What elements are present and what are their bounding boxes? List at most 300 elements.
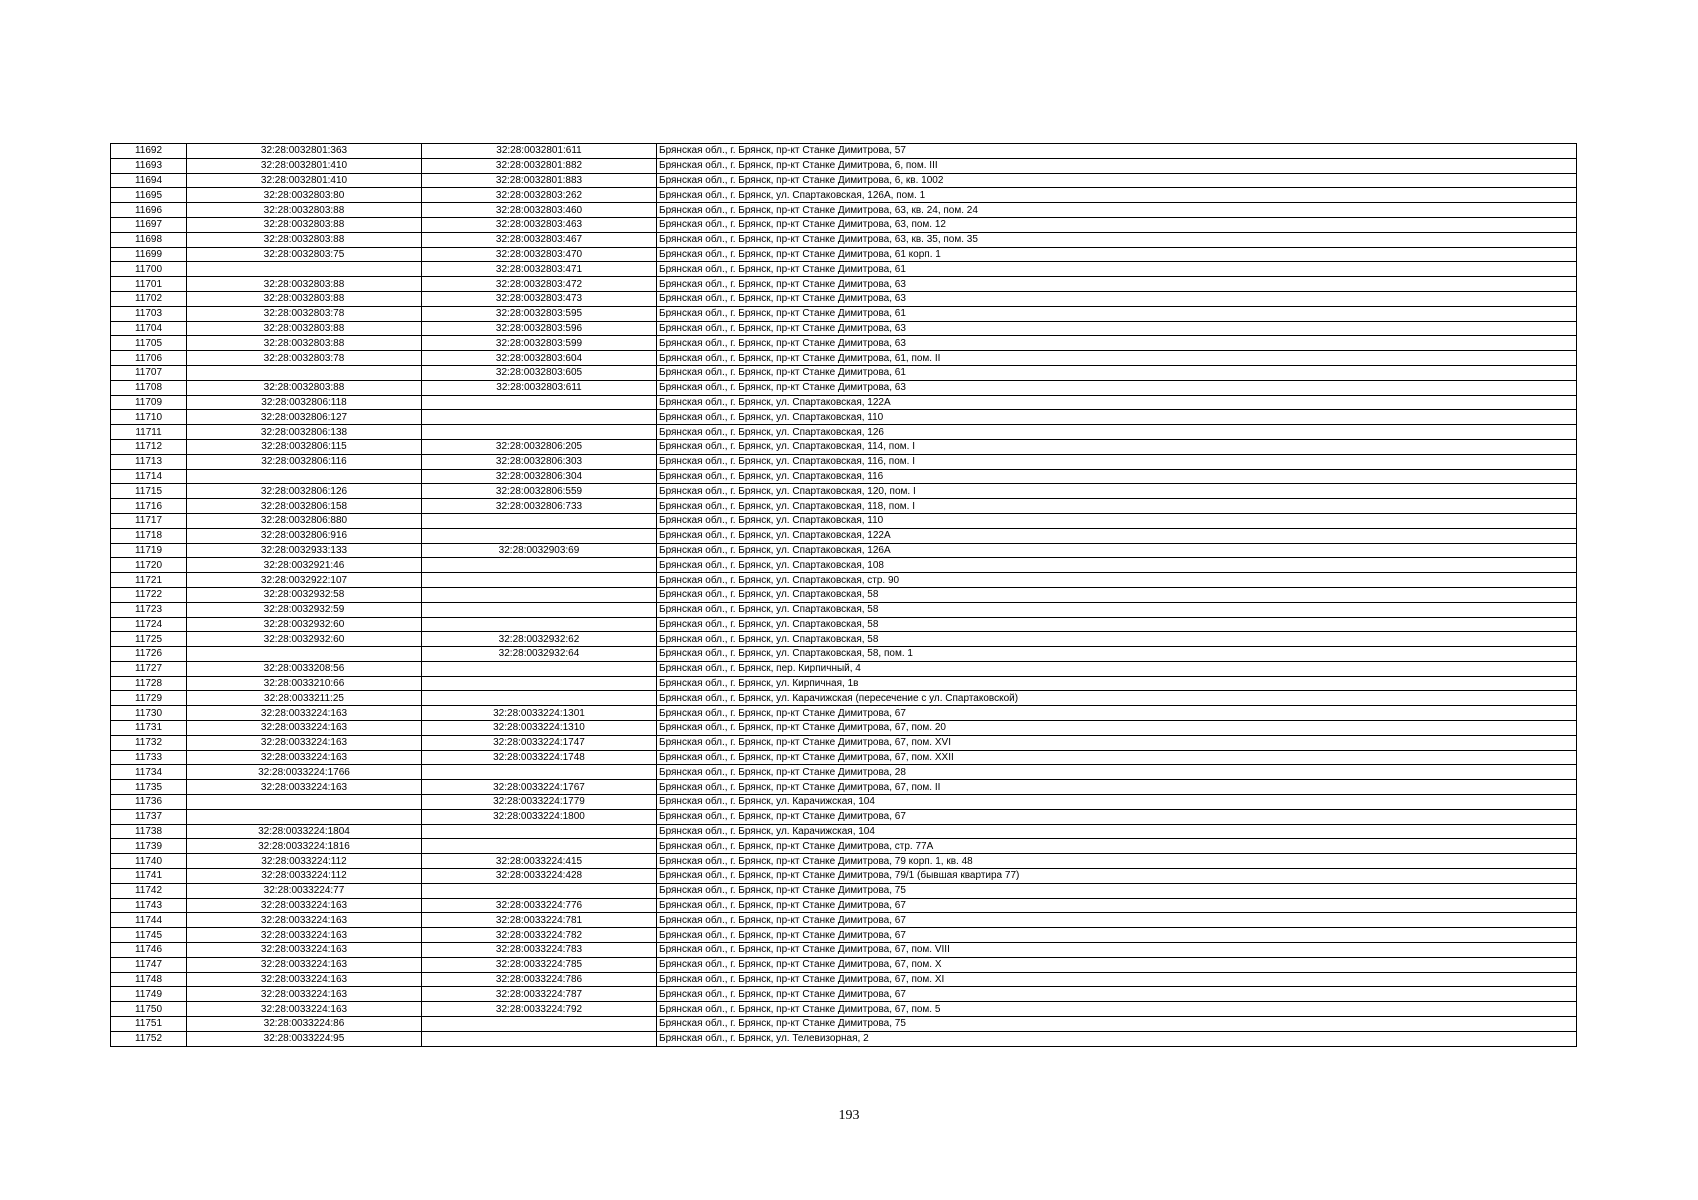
table-row — [111, 972, 1577, 987]
table-row — [111, 854, 1577, 869]
related-cadastral-number-cell: 32:28:0032803:604 — [422, 351, 657, 366]
related-cadastral-number-cell: 32:28:0032803:471 — [422, 262, 657, 277]
related-cadastral-number-cell: 32:28:0032803:596 — [422, 321, 657, 336]
address-cell: Брянская обл., г. Брянск, пр-кт Станке Димитрова, 63 — [657, 321, 1577, 336]
related-cadastral-number-cell: 32:28:0033224:786 — [422, 972, 657, 987]
row-number-cell: 11712 — [111, 439, 187, 454]
related-cadastral-number-cell — [422, 573, 657, 588]
address-cell: Брянская обл., г. Брянск, пр-кт Станке Димитрова, 28 — [657, 765, 1577, 780]
table-row — [111, 395, 1577, 410]
cadastral-number-cell: 32:28:0032932:58 — [187, 587, 422, 602]
address-cell: Брянская обл., г. Брянск, ул. Спартаковская, стр. 90 — [657, 573, 1577, 588]
related-cadastral-number-cell: 32:28:0033224:776 — [422, 898, 657, 913]
address-cell: Брянская обл., г. Брянск, пр-кт Станке Димитрова, 63, кв. 24, пом. 24 — [657, 203, 1577, 218]
address-cell: Брянская обл., г. Брянск, ул. Спартаковская, 110 — [657, 410, 1577, 425]
related-cadastral-number-cell: 32:28:0033224:1800 — [422, 809, 657, 824]
row-number-cell: 11709 — [111, 395, 187, 410]
row-number-cell: 11702 — [111, 291, 187, 306]
table-row — [111, 262, 1577, 277]
row-number-cell: 11693 — [111, 158, 187, 173]
related-cadastral-number-cell — [422, 617, 657, 632]
cadastral-number-cell: 32:28:0033224:163 — [187, 987, 422, 1002]
address-cell: Брянская обл., г. Брянск, пр-кт Станке Димитрова, 61 — [657, 262, 1577, 277]
cadastral-number-cell: 32:28:0033224:112 — [187, 869, 422, 884]
row-number-cell: 11743 — [111, 898, 187, 913]
address-cell: Брянская обл., г. Брянск, ул. Спартаковская, 110 — [657, 513, 1577, 528]
row-number-cell: 11737 — [111, 809, 187, 824]
related-cadastral-number-cell: 32:28:0032803:599 — [422, 336, 657, 351]
related-cadastral-number-cell: 32:28:0033224:1747 — [422, 735, 657, 750]
table-row — [111, 1031, 1577, 1046]
address-cell: Брянская обл., г. Брянск, пр-кт Станке Димитрова, 67, пом. 5 — [657, 1002, 1577, 1017]
row-number-cell: 11745 — [111, 928, 187, 943]
address-cell: Брянская обл., г. Брянск, ул. Спартаковская, 116, пом. I — [657, 454, 1577, 469]
row-number-cell: 11734 — [111, 765, 187, 780]
address-cell: Брянская обл., г. Брянск, ул. Карачижская (пересечение с ул. Спартаковской) — [657, 691, 1577, 706]
row-number-cell: 11738 — [111, 824, 187, 839]
row-number-cell: 11736 — [111, 795, 187, 810]
address-cell: Брянская обл., г. Брянск, пр-кт Станке Димитрова, 63 — [657, 277, 1577, 292]
row-number-cell: 11698 — [111, 232, 187, 247]
related-cadastral-number-cell: 32:28:0032803:467 — [422, 232, 657, 247]
row-number-cell: 11716 — [111, 499, 187, 514]
related-cadastral-number-cell — [422, 839, 657, 854]
row-number-cell: 11714 — [111, 469, 187, 484]
cadastral-number-cell: 32:28:0032803:88 — [187, 380, 422, 395]
table-row — [111, 765, 1577, 780]
address-cell: Брянская обл., г. Брянск, пр-кт Станке Димитрова, 61 — [657, 365, 1577, 380]
row-number-cell: 11722 — [111, 587, 187, 602]
address-cell: Брянская обл., г. Брянск, ул. Спартаковская, 58 — [657, 632, 1577, 647]
related-cadastral-number-cell: 32:28:0032903:69 — [422, 543, 657, 558]
related-cadastral-number-cell — [422, 691, 657, 706]
row-number-cell: 11730 — [111, 706, 187, 721]
table-row — [111, 706, 1577, 721]
table-row — [111, 217, 1577, 232]
cadastral-number-cell: 32:28:0032806:127 — [187, 410, 422, 425]
related-cadastral-number-cell: 32:28:0032806:733 — [422, 499, 657, 514]
table-row — [111, 691, 1577, 706]
row-number-cell: 11741 — [111, 869, 187, 884]
related-cadastral-number-cell: 32:28:0033224:785 — [422, 957, 657, 972]
row-number-cell: 11752 — [111, 1031, 187, 1046]
table-row — [111, 203, 1577, 218]
related-cadastral-number-cell — [422, 1017, 657, 1032]
related-cadastral-number-cell: 32:28:0032803:605 — [422, 365, 657, 380]
related-cadastral-number-cell — [422, 676, 657, 691]
address-cell: Брянская обл., г. Брянск, ул. Спартаковская, 122А — [657, 528, 1577, 543]
cadastral-number-cell: 32:28:0033224:77 — [187, 883, 422, 898]
cadastral-number-cell: 32:28:0033224:163 — [187, 913, 422, 928]
table-row — [111, 321, 1577, 336]
related-cadastral-number-cell: 32:28:0032932:64 — [422, 647, 657, 662]
related-cadastral-number-cell: 32:28:0033224:1301 — [422, 706, 657, 721]
address-cell: Брянская обл., г. Брянск, пр-кт Станке Димитрова, 79/1 (бывшая квартира 77) — [657, 869, 1577, 884]
address-cell: Брянская обл., г. Брянск, пр-кт Станке Димитрова, 75 — [657, 1017, 1577, 1032]
table-row — [111, 750, 1577, 765]
row-number-cell: 11726 — [111, 647, 187, 662]
related-cadastral-number-cell: 32:28:0032806:304 — [422, 469, 657, 484]
related-cadastral-number-cell: 32:28:0032806:559 — [422, 484, 657, 499]
cadastral-number-cell: 32:28:0032921:46 — [187, 558, 422, 573]
row-number-cell: 11735 — [111, 780, 187, 795]
table-row — [111, 410, 1577, 425]
related-cadastral-number-cell: 32:28:0033224:1748 — [422, 750, 657, 765]
row-number-cell: 11731 — [111, 721, 187, 736]
row-number-cell: 11704 — [111, 321, 187, 336]
cadastral-number-cell: 32:28:0033224:1804 — [187, 824, 422, 839]
cadastral-number-cell: 32:28:0032932:60 — [187, 617, 422, 632]
row-number-cell: 11711 — [111, 425, 187, 440]
cadastral-number-cell: 32:28:0032803:75 — [187, 247, 422, 262]
row-number-cell: 11701 — [111, 277, 187, 292]
cadastral-number-cell: 32:28:0032933:133 — [187, 543, 422, 558]
table-row — [111, 869, 1577, 884]
cadastral-number-cell: 32:28:0033224:163 — [187, 928, 422, 943]
row-number-cell: 11748 — [111, 972, 187, 987]
related-cadastral-number-cell: 32:28:0032803:595 — [422, 306, 657, 321]
table-row — [111, 454, 1577, 469]
table-row — [111, 469, 1577, 484]
related-cadastral-number-cell: 32:28:0033224:1310 — [422, 721, 657, 736]
related-cadastral-number-cell — [422, 824, 657, 839]
cadastral-number-cell: 32:28:0032803:88 — [187, 277, 422, 292]
row-number-cell: 11721 — [111, 573, 187, 588]
row-number-cell: 11700 — [111, 262, 187, 277]
related-cadastral-number-cell — [422, 528, 657, 543]
table-row — [111, 661, 1577, 676]
table-row — [111, 188, 1577, 203]
cadastral-number-cell: 32:28:0032806:116 — [187, 454, 422, 469]
cadastral-number-cell: 32:28:0033224:163 — [187, 750, 422, 765]
cadastral-number-cell: 32:28:0032803:88 — [187, 321, 422, 336]
row-number-cell: 11692 — [111, 144, 187, 159]
row-number-cell: 11718 — [111, 528, 187, 543]
table-row — [111, 513, 1577, 528]
row-number-cell: 11747 — [111, 957, 187, 972]
table-row — [111, 247, 1577, 262]
cadastral-number-cell: 32:28:0033224:112 — [187, 854, 422, 869]
row-number-cell: 11703 — [111, 306, 187, 321]
address-cell: Брянская обл., г. Брянск, пр-кт Станке Димитрова, 63 — [657, 380, 1577, 395]
address-cell: Брянская обл., г. Брянск, пр-кт Станке Димитрова, 67 — [657, 987, 1577, 1002]
table-row — [111, 602, 1577, 617]
table-row — [111, 987, 1577, 1002]
cadastral-number-cell: 32:28:0032803:88 — [187, 336, 422, 351]
cadastral-number-cell — [187, 262, 422, 277]
related-cadastral-number-cell: 32:28:0033224:1779 — [422, 795, 657, 810]
address-cell: Брянская обл., г. Брянск, ул. Спартаковская, 118, пом. I — [657, 499, 1577, 514]
cadastral-number-cell: 32:28:0032801:410 — [187, 158, 422, 173]
related-cadastral-number-cell: 32:28:0032932:62 — [422, 632, 657, 647]
cadastral-number-cell: 32:28:0033224:163 — [187, 898, 422, 913]
address-cell: Брянская обл., г. Брянск, ул. Спартаковская, 58 — [657, 587, 1577, 602]
related-cadastral-number-cell — [422, 602, 657, 617]
related-cadastral-number-cell: 32:28:0032801:611 — [422, 144, 657, 159]
address-cell: Брянская обл., г. Брянск, пр-кт Станке Димитрова, 67 — [657, 809, 1577, 824]
related-cadastral-number-cell — [422, 1031, 657, 1046]
table-row — [111, 573, 1577, 588]
cadastral-number-cell: 32:28:0033211:25 — [187, 691, 422, 706]
address-cell: Брянская обл., г. Брянск, пр-кт Станке Димитрова, 67, пом. XVI — [657, 735, 1577, 750]
address-cell: Брянская обл., г. Брянск, пр-кт Станке Димитрова, 63 — [657, 336, 1577, 351]
cadastral-number-cell: 32:28:0032803:80 — [187, 188, 422, 203]
table-row — [111, 439, 1577, 454]
related-cadastral-number-cell — [422, 425, 657, 440]
cadastral-number-cell: 32:28:0033224:1816 — [187, 839, 422, 854]
table-row — [111, 824, 1577, 839]
table-row — [111, 943, 1577, 958]
cadastral-number-cell: 32:28:0032932:59 — [187, 602, 422, 617]
address-cell: Брянская обл., г. Брянск, пер. Кирпичный, 4 — [657, 661, 1577, 676]
cadastral-number-cell: 32:28:0033224:163 — [187, 780, 422, 795]
cadastral-number-cell: 32:28:0033224:95 — [187, 1031, 422, 1046]
related-cadastral-number-cell: 32:28:0033224:792 — [422, 1002, 657, 1017]
row-number-cell: 11744 — [111, 913, 187, 928]
table-row — [111, 839, 1577, 854]
page-number: 193 — [838, 1108, 860, 1123]
address-cell: Брянская обл., г. Брянск, пр-кт Станке Димитрова, 6, пом. III — [657, 158, 1577, 173]
row-number-cell: 11713 — [111, 454, 187, 469]
address-cell: Брянская обл., г. Брянск, ул. Спартаковская, 58 — [657, 602, 1577, 617]
table-row — [111, 809, 1577, 824]
cadastral-number-cell: 32:28:0032803:88 — [187, 203, 422, 218]
row-number-cell: 11750 — [111, 1002, 187, 1017]
table-row — [111, 336, 1577, 351]
table-row — [111, 587, 1577, 602]
address-cell: Брянская обл., г. Брянск, пр-кт Станке Димитрова, 63, кв. 35, пом. 35 — [657, 232, 1577, 247]
cadastral-number-cell: 32:28:0032806:158 — [187, 499, 422, 514]
row-number-cell: 11723 — [111, 602, 187, 617]
table-row — [111, 558, 1577, 573]
table-row — [111, 795, 1577, 810]
row-number-cell: 11727 — [111, 661, 187, 676]
cadastral-number-cell — [187, 795, 422, 810]
row-number-cell: 11697 — [111, 217, 187, 232]
row-number-cell: 11707 — [111, 365, 187, 380]
address-cell: Брянская обл., г. Брянск, пр-кт Станке Димитрова, 79 корп. 1, кв. 48 — [657, 854, 1577, 869]
related-cadastral-number-cell: 32:28:0032803:460 — [422, 203, 657, 218]
related-cadastral-number-cell: 32:28:0033224:787 — [422, 987, 657, 1002]
cadastral-number-cell: 32:28:0032801:410 — [187, 173, 422, 188]
address-cell: Брянская обл., г. Брянск, ул. Карачижская, 104 — [657, 795, 1577, 810]
address-cell: Брянская обл., г. Брянск, пр-кт Станке Димитрова, 67, пом. XXII — [657, 750, 1577, 765]
address-cell: Брянская обл., г. Брянск, ул. Кирпичная, 1в — [657, 676, 1577, 691]
address-cell: Брянская обл., г. Брянск, ул. Спартаковская, 58 — [657, 617, 1577, 632]
row-number-cell: 11706 — [111, 351, 187, 366]
related-cadastral-number-cell — [422, 765, 657, 780]
address-cell: Брянская обл., г. Брянск, ул. Спартаковская, 114, пом. I — [657, 439, 1577, 454]
related-cadastral-number-cell: 32:28:0033224:781 — [422, 913, 657, 928]
table-row — [111, 617, 1577, 632]
cadastral-number-cell: 32:28:0032803:88 — [187, 232, 422, 247]
cadastral-number-cell: 32:28:0032922:107 — [187, 573, 422, 588]
address-cell: Брянская обл., г. Брянск, пр-кт Станке Димитрова, 67, пом. 20 — [657, 721, 1577, 736]
table-row — [111, 499, 1577, 514]
related-cadastral-number-cell — [422, 513, 657, 528]
table-row — [111, 173, 1577, 188]
table-row — [111, 306, 1577, 321]
table-row — [111, 676, 1577, 691]
related-cadastral-number-cell: 32:28:0032803:262 — [422, 188, 657, 203]
address-cell: Брянская обл., г. Брянск, пр-кт Станке Димитрова, 67, пом. X — [657, 957, 1577, 972]
row-number-cell: 11710 — [111, 410, 187, 425]
cadastral-number-cell: 32:28:0033224:163 — [187, 706, 422, 721]
address-cell: Брянская обл., г. Брянск, пр-кт Станке Димитрова, стр. 77А — [657, 839, 1577, 854]
table-row — [111, 291, 1577, 306]
address-cell: Брянская обл., г. Брянск, пр-кт Станке Димитрова, 63 — [657, 291, 1577, 306]
table-row — [111, 735, 1577, 750]
address-cell: Брянская обл., г. Брянск, ул. Спартаковская, 126 — [657, 425, 1577, 440]
related-cadastral-number-cell — [422, 883, 657, 898]
address-cell: Брянская обл., г. Брянск, пр-кт Станке Димитрова, 67, пом. VIII — [657, 943, 1577, 958]
table-row — [111, 721, 1577, 736]
address-cell: Брянская обл., г. Брянск, пр-кт Станке Димитрова, 61, пом. II — [657, 351, 1577, 366]
cadastral-number-cell: 32:28:0032806:115 — [187, 439, 422, 454]
row-number-cell: 11742 — [111, 883, 187, 898]
related-cadastral-number-cell — [422, 587, 657, 602]
row-number-cell: 11696 — [111, 203, 187, 218]
row-number-cell: 11717 — [111, 513, 187, 528]
cadastral-number-cell: 32:28:0033210:66 — [187, 676, 422, 691]
related-cadastral-number-cell: 32:28:0033224:415 — [422, 854, 657, 869]
cadastral-number-cell: 32:28:0032806:138 — [187, 425, 422, 440]
cadastral-number-cell: 32:28:0033208:56 — [187, 661, 422, 676]
cadastral-number-cell: 32:28:0032932:60 — [187, 632, 422, 647]
cadastral-number-cell — [187, 469, 422, 484]
cadastral-number-cell: 32:28:0033224:1766 — [187, 765, 422, 780]
cadastral-number-cell: 32:28:0033224:163 — [187, 1002, 422, 1017]
table-row — [111, 543, 1577, 558]
address-cell: Брянская обл., г. Брянск, ул. Спартаковская, 122А — [657, 395, 1577, 410]
table-row — [111, 928, 1577, 943]
address-cell: Брянская обл., г. Брянск, пр-кт Станке Димитрова, 61 — [657, 306, 1577, 321]
row-number-cell: 11739 — [111, 839, 187, 854]
table-row — [111, 380, 1577, 395]
address-cell: Брянская обл., г. Брянск, ул. Спартаковская, 126А — [657, 543, 1577, 558]
table-row — [111, 365, 1577, 380]
row-number-cell: 11733 — [111, 750, 187, 765]
cadastral-number-cell: 32:28:0033224:163 — [187, 943, 422, 958]
related-cadastral-number-cell: 32:28:0033224:782 — [422, 928, 657, 943]
row-number-cell: 11729 — [111, 691, 187, 706]
row-number-cell: 11746 — [111, 943, 187, 958]
table-row — [111, 647, 1577, 662]
table-row — [111, 232, 1577, 247]
cadastral-number-cell: 32:28:0032803:88 — [187, 291, 422, 306]
cadastral-number-cell: 32:28:0032806:880 — [187, 513, 422, 528]
table-row — [111, 144, 1577, 159]
row-number-cell: 11699 — [111, 247, 187, 262]
table-row — [111, 898, 1577, 913]
registry-table — [110, 143, 1577, 1047]
cadastral-number-cell: 32:28:0033224:163 — [187, 972, 422, 987]
row-number-cell: 11732 — [111, 735, 187, 750]
row-number-cell: 11724 — [111, 617, 187, 632]
cadastral-number-cell — [187, 365, 422, 380]
address-cell: Брянская обл., г. Брянск, ул. Спартаковская, 126А, пом. 1 — [657, 188, 1577, 203]
table-row — [111, 528, 1577, 543]
address-cell: Брянская обл., г. Брянск, пр-кт Станке Димитрова, 75 — [657, 883, 1577, 898]
address-cell: Брянская обл., г. Брянск, пр-кт Станке Димитрова, 67 — [657, 928, 1577, 943]
cadastral-number-cell: 32:28:0032803:88 — [187, 217, 422, 232]
address-cell: Брянская обл., г. Брянск, пр-кт Станке Димитрова, 63, пом. 12 — [657, 217, 1577, 232]
related-cadastral-number-cell: 32:28:0033224:1767 — [422, 780, 657, 795]
related-cadastral-number-cell: 32:28:0032803:463 — [422, 217, 657, 232]
related-cadastral-number-cell: 32:28:0032803:472 — [422, 277, 657, 292]
cadastral-number-cell: 32:28:0033224:163 — [187, 721, 422, 736]
related-cadastral-number-cell — [422, 395, 657, 410]
table-row — [111, 780, 1577, 795]
row-number-cell: 11708 — [111, 380, 187, 395]
table-row — [111, 1017, 1577, 1032]
cadastral-number-cell: 32:28:0032801:363 — [187, 144, 422, 159]
address-cell: Брянская обл., г. Брянск, ул. Телевизорная, 2 — [657, 1031, 1577, 1046]
cadastral-number-cell — [187, 647, 422, 662]
row-number-cell: 11725 — [111, 632, 187, 647]
row-number-cell: 11695 — [111, 188, 187, 203]
cadastral-number-cell: 32:28:0032803:78 — [187, 306, 422, 321]
row-number-cell: 11751 — [111, 1017, 187, 1032]
related-cadastral-number-cell: 32:28:0032803:470 — [422, 247, 657, 262]
table-row — [111, 632, 1577, 647]
related-cadastral-number-cell: 32:28:0032801:882 — [422, 158, 657, 173]
cadastral-number-cell: 32:28:0033224:163 — [187, 735, 422, 750]
address-cell: Брянская обл., г. Брянск, ул. Спартаковская, 108 — [657, 558, 1577, 573]
row-number-cell: 11694 — [111, 173, 187, 188]
table-row — [111, 277, 1577, 292]
cadastral-number-cell — [187, 809, 422, 824]
row-number-cell: 11749 — [111, 987, 187, 1002]
address-cell: Брянская обл., г. Брянск, пр-кт Станке Димитрова, 67 — [657, 898, 1577, 913]
row-number-cell: 11719 — [111, 543, 187, 558]
cadastral-number-cell: 32:28:0032806:118 — [187, 395, 422, 410]
row-number-cell: 11715 — [111, 484, 187, 499]
address-cell: Брянская обл., г. Брянск, пр-кт Станке Димитрова, 57 — [657, 144, 1577, 159]
table-row — [111, 957, 1577, 972]
table-row — [111, 883, 1577, 898]
related-cadastral-number-cell: 32:28:0032803:611 — [422, 380, 657, 395]
row-number-cell: 11720 — [111, 558, 187, 573]
cadastral-number-cell: 32:28:0033224:86 — [187, 1017, 422, 1032]
row-number-cell: 11740 — [111, 854, 187, 869]
address-cell: Брянская обл., г. Брянск, ул. Спартаковская, 58, пом. 1 — [657, 647, 1577, 662]
cadastral-number-cell: 32:28:0033224:163 — [187, 957, 422, 972]
address-cell: Брянская обл., г. Брянск, пр-кт Станке Димитрова, 61 корп. 1 — [657, 247, 1577, 262]
address-cell: Брянская обл., г. Брянск, ул. Карачижская, 104 — [657, 824, 1577, 839]
related-cadastral-number-cell: 32:28:0033224:783 — [422, 943, 657, 958]
address-cell: Брянская обл., г. Брянск, пр-кт Станке Димитрова, 67 — [657, 913, 1577, 928]
table-row — [111, 351, 1577, 366]
address-cell: Брянская обл., г. Брянск, ул. Спартаковская, 116 — [657, 469, 1577, 484]
row-number-cell: 11705 — [111, 336, 187, 351]
table-row — [111, 425, 1577, 440]
table-row — [111, 1002, 1577, 1017]
address-cell: Брянская обл., г. Брянск, пр-кт Станке Димитрова, 67, пом. II — [657, 780, 1577, 795]
cadastral-number-cell: 32:28:0032803:78 — [187, 351, 422, 366]
table-row — [111, 913, 1577, 928]
row-number-cell: 11728 — [111, 676, 187, 691]
address-cell: Брянская обл., г. Брянск, пр-кт Станке Димитрова, 67, пом. XI — [657, 972, 1577, 987]
address-cell: Брянская обл., г. Брянск, пр-кт Станке Димитрова, 6, кв. 1002 — [657, 173, 1577, 188]
address-cell: Брянская обл., г. Брянск, пр-кт Станке Димитрова, 67 — [657, 706, 1577, 721]
related-cadastral-number-cell: 32:28:0032801:883 — [422, 173, 657, 188]
related-cadastral-number-cell — [422, 558, 657, 573]
table-row — [111, 484, 1577, 499]
registry-table-body — [111, 144, 1577, 1047]
address-cell: Брянская обл., г. Брянск, ул. Спартаковская, 120, пом. I — [657, 484, 1577, 499]
related-cadastral-number-cell: 32:28:0032803:473 — [422, 291, 657, 306]
